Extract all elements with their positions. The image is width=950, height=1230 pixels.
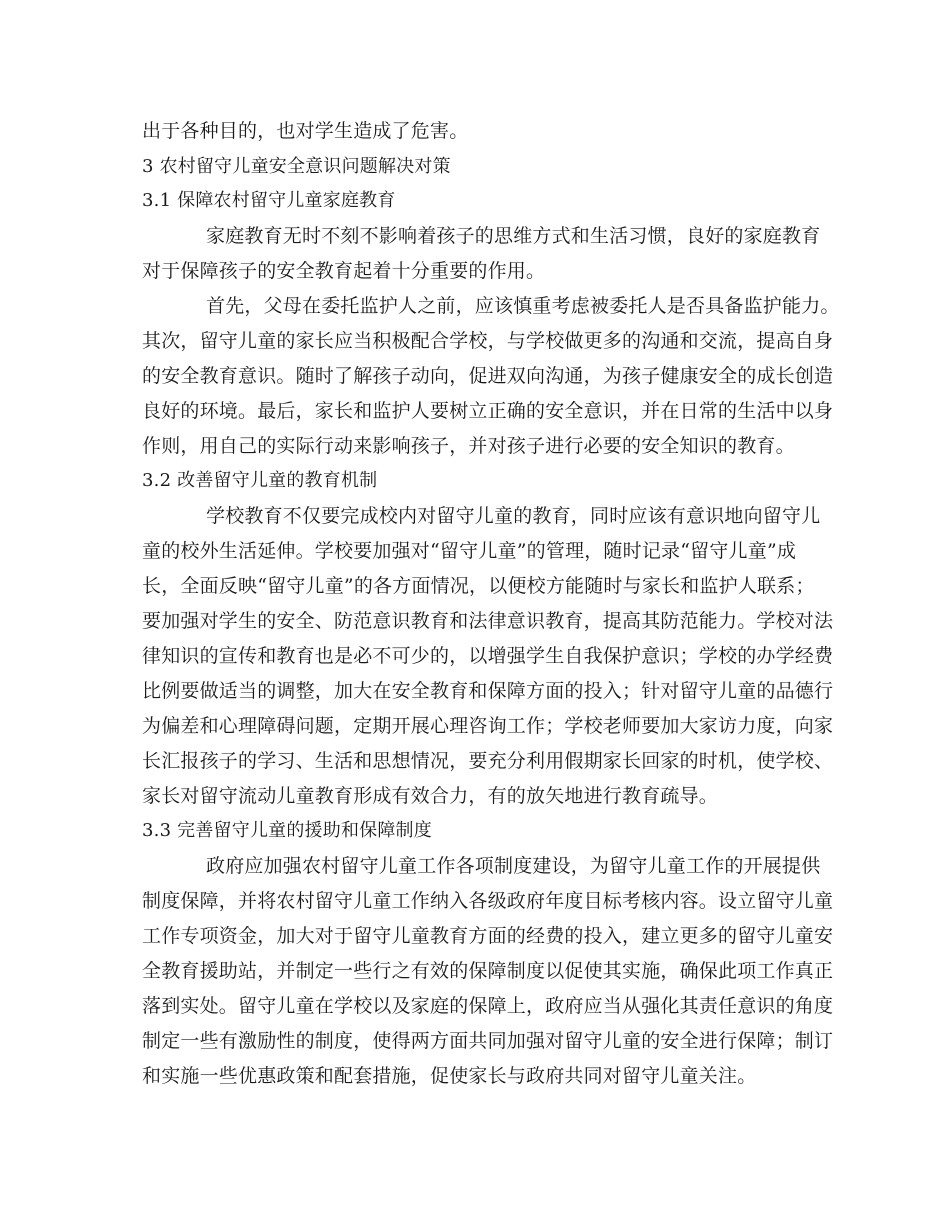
body-text-line: 制定一些有激励性的制度，使得两方面共同加强对留守儿童的安全进行保障；制订 bbox=[142, 1030, 834, 1052]
body-text-line: 作则，用自己的实际行动来影响孩子，并对孩子进行必要的安全知识的教育。 bbox=[142, 435, 795, 457]
subsection-heading: 3.3 完善留守儿童的援助和保障制度 bbox=[142, 820, 432, 841]
body-text-line: 长汇报孩子的学习、生活和思想情况，要充分利用假期家长回家的时机，使学校、 bbox=[142, 750, 834, 772]
body-text-line: 的安全教育意识。随时了解孩子动向，促进双向沟通，为孩子健康安全的成长创造 bbox=[142, 365, 834, 387]
body-text-line: 家长对留守流动儿童教育形成有效合力，有的放矢地进行教育疏导。 bbox=[142, 785, 719, 807]
body-text-line: 对于保障孩子的安全教育起着十分重要的作用。 bbox=[142, 260, 546, 282]
body-text-line: 落到实处。留守儿童在学校以及家庭的保障上，政府应当从强化其责任意识的角度 bbox=[142, 995, 834, 1017]
body-text-line: 制度保障，并将农村留守儿童工作纳入各级政府年度目标考核内容。设立留守儿童 bbox=[142, 890, 834, 912]
body-text-line: 长，全面反映“留守儿童”的各方面情况，以便校方能随时与家长和监护人联系； bbox=[142, 575, 815, 597]
section-heading: 3 农村留守儿童安全意识问题解决对策 bbox=[142, 156, 451, 177]
paragraph-first-line: 学校教育不仅要完成校内对留守儿童的教育，同时应该有意识地向留守儿 bbox=[206, 505, 821, 527]
body-text-line: 律知识的宣传和教育也是必不可少的，以增强学生自我保护意识；学校的办学经费 bbox=[142, 645, 834, 667]
body-text-line: 比例要做适当的调整，加大在安全教育和保障方面的投入；针对留守儿童的品德行 bbox=[142, 680, 834, 702]
body-text-line: 童的校外生活延伸。学校要加强对“留守儿童”的管理，随时记录“留守儿童”成 bbox=[142, 540, 797, 562]
body-text-line: 工作专项资金，加大对于留守儿童教育方面的经费的投入，建立更多的留守儿童安 bbox=[142, 925, 834, 947]
paragraph-first-line: 家庭教育无时不刻不影响着孩子的思维方式和生活习惯，良好的家庭教育 bbox=[206, 225, 821, 247]
subsection-heading: 3.2 改善留守儿童的教育机制 bbox=[142, 470, 378, 491]
paragraph-first-line: 首先，父母在委托监护人之前，应该慎重考虑被委托人是否具备监护能力。 bbox=[206, 295, 840, 317]
body-text-line: 要加强对学生的安全、防范意识教育和法律意识教育，提高其防范能力。学校对法 bbox=[142, 610, 834, 632]
body-text-line: 和实施一些优惠政策和配套措施，促使家长与政府共同对留守儿童关注。 bbox=[142, 1065, 757, 1087]
body-text-line: 出于各种目的，也对学生造成了危害。 bbox=[142, 120, 469, 142]
paragraph-first-line: 政府应加强农村留守儿童工作各项制度建设，为留守儿童工作的开展提供 bbox=[206, 855, 821, 877]
body-text-line: 其次，留守儿童的家长应当积极配合学校，与学校做更多的沟通和交流，提高自身 bbox=[142, 330, 834, 352]
subsection-heading: 3.1 保障农村留守儿童家庭教育 bbox=[142, 190, 396, 211]
body-text-line: 为偏差和心理障碍问题，定期开展心理咨询工作；学校老师要加大家访力度，向家 bbox=[142, 715, 834, 737]
body-text-line: 良好的环境。最后，家长和监护人要树立正确的安全意识，并在日常的生活中以身 bbox=[142, 400, 834, 422]
body-text-line: 全教育援助站，并制定一些行之有效的保障制度以促使其实施，确保此项工作真正 bbox=[142, 960, 834, 982]
